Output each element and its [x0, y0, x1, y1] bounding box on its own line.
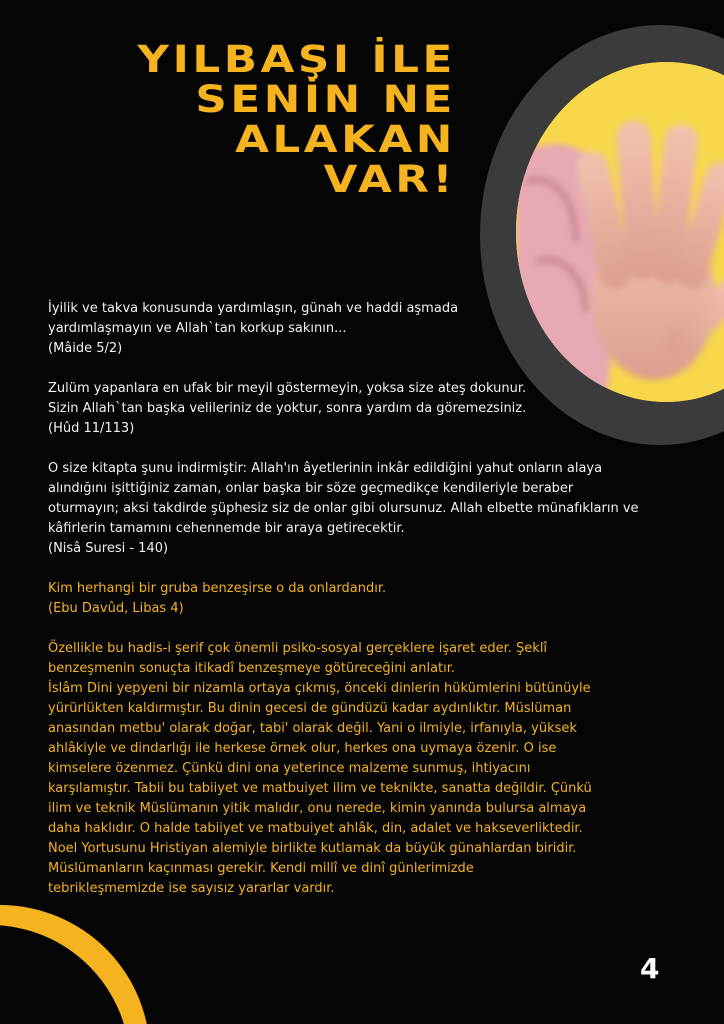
- commentary-paragraph: Özellikle bu hadis-i şerif çok önemli psiko-sosyal gerçeklere işaret eder. Şeklî benzeşmenin sonuçta itikadî benzeşmeye götüreceğini anlatır. İslâm Dini yepyeni bir nizamla ortaya çıkmış, önceki dinlerin hükümlerini bütünüyle yürürlükten kaldırmıştır. Bu dinin gecesi de gündüzü kadar aydınlıktır. Müslüman anasından metbu' olarak doğar, tabi' olarak değil. Yani o ilmiyle, irfanıyla, yüksek ahlâkiyle ve dindarlığı ile herkese örnek olur, herkes ona uymaya özenir. O ise kimselere özenmez. Çünkü dini ona yeterince malzeme sunmuş, ihtiyacını karşılamıştır. Tabii bu tabiiyet ve matbuiyet ilim ve teknikte, sanatta değildir. Çünkü ilim ve teknik Müslümanın yitik malıdır, onu nerede, kimin yanında bulursa almaya daha haklıdır. O halde tabiiyet ve matbuiyet ahlâk, din, adalet ve hakseverliktedir. Noel Yortusunu Hristiyan alemiyle birlikte kutlamak da büyük günahlardan biridir. Müslümanların kaçınması gerekir. Kendi millî ve dinî günlerimizde tebrikleşmemizde ise sayısız yararlar vardır.: [48, 641, 592, 896]
- verse-hud: Zulüm yapanlara en ufak bir meyil göstermeyin, yoksa size ateş dokunur. Sizin Allah`tan başka velileriniz de yoktur, sonra yardım da göremezsiniz. (Hûd 11/113): [48, 381, 527, 436]
- article-body: [48, 299, 688, 919]
- page-title: YILBAŞI İLE SENİN NE ALAKAN VAR!: [137, 38, 456, 201]
- verse-nisa: O size kitapta şunu indirmiştir: Allah'ın âyetlerinin inkâr edildiğini yahut onların alaya alındığını işittiğiniz zaman, onlar başka bir söze geçmedikçe kendileriyle beraber oturmayın; aksi takdirde şüphesiz siz de onlar gibi olursunuz. Allah elbette münafıkların ve kâfirlerin tamamını cehennemde bir araya getirecektir. (Nisâ Suresi - 140): [48, 461, 639, 556]
- page-number: 4: [640, 952, 660, 985]
- hadith-quote: Kim herhangi bir gruba benzeşirse o da onlardandır. (Ebu Davûd, Libas 4): [48, 581, 387, 616]
- verse-maide: İyilik ve takva konusunda yardımlaşın, günah ve haddi aşmada yardımlaşmayın ve Allah`tan korkup sakının... (Mâide 5/2): [48, 301, 459, 356]
